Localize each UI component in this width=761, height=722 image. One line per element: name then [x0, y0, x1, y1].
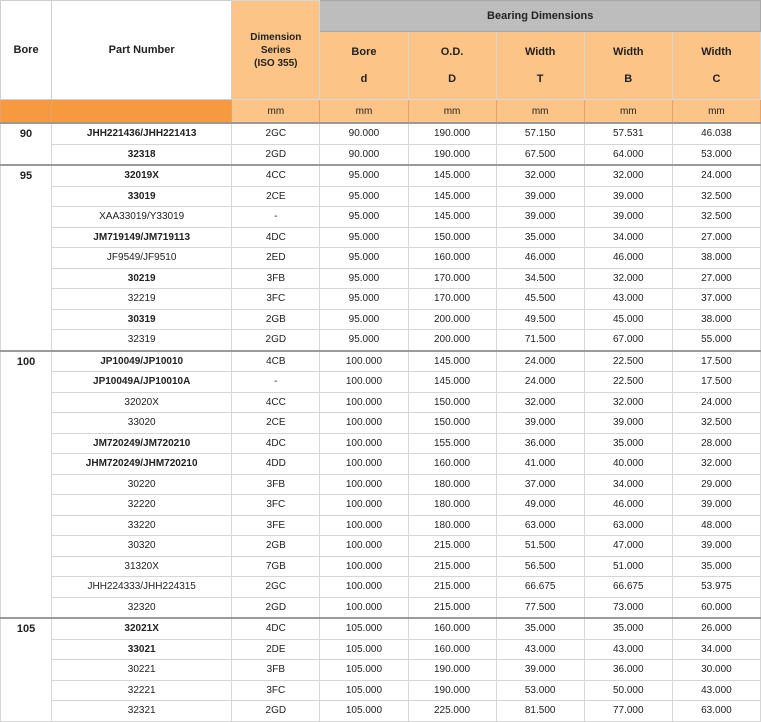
- dimension-cell-B: 46.000: [584, 495, 672, 516]
- dimension-cell-T: 81.500: [496, 701, 584, 722]
- dimension-cell-T: 67.500: [496, 144, 584, 165]
- width-C-header: [672, 32, 760, 100]
- dimension-cell-T: 77.500: [496, 597, 584, 618]
- dimension-cell-B: 50.000: [584, 680, 672, 701]
- series-header-line2: Series: [260, 44, 291, 56]
- series-cell: 3FC: [232, 289, 320, 310]
- dimension-cell-D: 200.000: [408, 330, 496, 351]
- part-number-cell: 30219: [52, 268, 232, 289]
- dimension-cell-C: 27.000: [672, 227, 760, 248]
- series-cell: 4DC: [232, 618, 320, 639]
- dimension-cell-d: 100.000: [320, 536, 408, 557]
- bore-group-cell: 90: [1, 123, 52, 165]
- dim-symbol: d: [360, 73, 368, 85]
- series-cell: 2GD: [232, 701, 320, 722]
- dimension-cell-C: 43.000: [672, 680, 760, 701]
- table-row: [1, 144, 761, 165]
- dimension-cell-C: 38.000: [672, 248, 760, 269]
- dimension-cell-C: 38.000: [672, 309, 760, 330]
- dimension-cell-C: 27.000: [672, 268, 760, 289]
- dimension-cell-d: 95.000: [320, 309, 408, 330]
- dimension-cell-B: 32.000: [584, 268, 672, 289]
- dimension-cell-d: 95.000: [320, 330, 408, 351]
- part-number-cell: 32020X: [52, 392, 232, 413]
- dimension-cell-d: 105.000: [320, 618, 408, 639]
- dim-name: Width: [524, 46, 556, 58]
- dimension-cell-C: 32.500: [672, 207, 760, 228]
- series-cell: 3FE: [232, 515, 320, 536]
- dimension-cell-D: 160.000: [408, 618, 496, 639]
- dimension-cell-T: 36.000: [496, 433, 584, 454]
- dimension-cell-D: 215.000: [408, 536, 496, 557]
- dimension-cell-B: 39.000: [584, 207, 672, 228]
- dimension-cell-C: 35.000: [672, 556, 760, 577]
- series-cell: 3FB: [232, 660, 320, 681]
- unit-cell: mm: [584, 100, 672, 124]
- dimension-cell-T: 24.000: [496, 351, 584, 372]
- dimension-cell-B: 66.675: [584, 577, 672, 598]
- table-row: [1, 207, 761, 228]
- part-number-cell: 32320: [52, 597, 232, 618]
- series-cell: 4CB: [232, 351, 320, 372]
- dimension-cell-T: 37.000: [496, 474, 584, 495]
- dimension-cell-d: 100.000: [320, 556, 408, 577]
- unit-cell: mm: [320, 100, 408, 124]
- part-number-cell: 31320X: [52, 556, 232, 577]
- part-number-cell: 30220: [52, 474, 232, 495]
- dimension-cell-T: 71.500: [496, 330, 584, 351]
- dimension-cell-d: 95.000: [320, 248, 408, 269]
- dimension-cell-D: 180.000: [408, 495, 496, 516]
- dimension-cell-C: 39.000: [672, 495, 760, 516]
- dimension-cell-d: 100.000: [320, 392, 408, 413]
- part-number-cell: JP10049A/JP10010A: [52, 372, 232, 393]
- dimension-cell-B: 57.531: [584, 123, 672, 144]
- series-header-line1: Dimension: [250, 31, 302, 43]
- dimension-cell-D: 145.000: [408, 372, 496, 393]
- dimension-cell-d: 105.000: [320, 701, 408, 722]
- table-row: [1, 597, 761, 618]
- part-number-cell: JHH221436/JHH221413: [52, 123, 232, 144]
- series-cell: 3FB: [232, 474, 320, 495]
- series-cell: 3FB: [232, 268, 320, 289]
- dimension-cell-D: 190.000: [408, 680, 496, 701]
- part-number-cell: JF9549/JF9510: [52, 248, 232, 269]
- table-row: [1, 330, 761, 351]
- dim-symbol: C: [712, 73, 721, 85]
- dimension-cell-T: 45.500: [496, 289, 584, 310]
- dimension-cell-T: 39.000: [496, 413, 584, 434]
- part-number-cell: JHH224333/JHH224315: [52, 577, 232, 598]
- table-row: [1, 289, 761, 310]
- table-row: [1, 680, 761, 701]
- dimension-cell-D: 150.000: [408, 413, 496, 434]
- unit-cell-empty: [1, 100, 52, 124]
- dimension-cell-C: 29.000: [672, 474, 760, 495]
- dimension-cell-C: 26.000: [672, 618, 760, 639]
- table-row: [1, 701, 761, 722]
- dimension-cell-D: 155.000: [408, 433, 496, 454]
- dimension-cell-T: 39.000: [496, 660, 584, 681]
- dimension-cell-T: 35.000: [496, 618, 584, 639]
- dimension-cell-T: 56.500: [496, 556, 584, 577]
- series-cell: 3FC: [232, 680, 320, 701]
- series-cell: 4CC: [232, 165, 320, 186]
- dimension-cell-B: 39.000: [584, 413, 672, 434]
- dimension-cell-B: 46.000: [584, 248, 672, 269]
- dimension-cell-C: 32.000: [672, 454, 760, 475]
- dimension-cell-T: 51.500: [496, 536, 584, 557]
- table-row: [1, 413, 761, 434]
- part-number-cell: XAA33019/Y33019: [52, 207, 232, 228]
- dimension-cell-D: 180.000: [408, 515, 496, 536]
- dimension-cell-B: 22.500: [584, 351, 672, 372]
- dimension-cell-C: 37.000: [672, 289, 760, 310]
- dimension-cell-B: 39.000: [584, 186, 672, 207]
- table-row: [1, 639, 761, 660]
- dimension-cell-B: 35.000: [584, 618, 672, 639]
- dim-name: Width: [701, 46, 732, 58]
- dim-name: Width: [613, 46, 644, 58]
- dimension-cell-C: 32.500: [672, 186, 760, 207]
- width-B-header: [584, 32, 672, 100]
- dimension-cell-D: 160.000: [408, 454, 496, 475]
- dimension-cell-d: 100.000: [320, 351, 408, 372]
- dimension-cell-B: 47.000: [584, 536, 672, 557]
- table-row: [1, 351, 761, 372]
- dimension-cell-T: 49.000: [496, 495, 584, 516]
- bore-column-header: Bore: [1, 1, 52, 100]
- series-cell: 4DC: [232, 227, 320, 248]
- dimension-cell-B: 77.000: [584, 701, 672, 722]
- dimension-cell-D: 215.000: [408, 577, 496, 598]
- series-cell: 7GB: [232, 556, 320, 577]
- dimension-cell-C: 53.975: [672, 577, 760, 598]
- dimension-cell-B: 32.000: [584, 165, 672, 186]
- dimension-cell-d: 100.000: [320, 454, 408, 475]
- table-row: [1, 660, 761, 681]
- dimension-cell-D: 180.000: [408, 474, 496, 495]
- dimension-cell-d: 100.000: [320, 433, 408, 454]
- part-number-cell: 32319: [52, 330, 232, 351]
- dimension-cell-d: 90.000: [320, 123, 408, 144]
- series-header-line3: (ISO 355): [254, 57, 298, 69]
- dim-name: Bore: [351, 46, 377, 58]
- unit-cell: mm: [408, 100, 496, 124]
- dimension-cell-T: 41.000: [496, 454, 584, 475]
- dimension-cell-B: 34.000: [584, 227, 672, 248]
- dimension-cell-d: 100.000: [320, 413, 408, 434]
- bore-group-cell: 100: [1, 351, 52, 619]
- dimension-cell-C: 28.000: [672, 433, 760, 454]
- dimension-cell-B: 35.000: [584, 433, 672, 454]
- dimension-cell-d: 95.000: [320, 207, 408, 228]
- dimension-cell-C: 17.500: [672, 372, 760, 393]
- dimension-cell-T: 57.150: [496, 123, 584, 144]
- dimension-cell-B: 40.000: [584, 454, 672, 475]
- dimension-cell-D: 150.000: [408, 227, 496, 248]
- dimension-cell-C: 30.000: [672, 660, 760, 681]
- series-cell: -: [232, 207, 320, 228]
- dimension-cell-d: 95.000: [320, 227, 408, 248]
- dimension-cell-C: 63.000: [672, 701, 760, 722]
- dimension-cell-T: 53.000: [496, 680, 584, 701]
- dimension-cell-B: 45.000: [584, 309, 672, 330]
- table-row: [1, 454, 761, 475]
- series-cell: 4DC: [232, 433, 320, 454]
- table-row: [1, 577, 761, 598]
- table-row: [1, 556, 761, 577]
- dimension-cell-B: 43.000: [584, 289, 672, 310]
- part-number-cell: 30320: [52, 536, 232, 557]
- part-number-cell: 32318: [52, 144, 232, 165]
- od-D-header: [408, 32, 496, 100]
- dimension-cell-T: 66.675: [496, 577, 584, 598]
- series-cell: 2GC: [232, 577, 320, 598]
- dimension-cell-C: 24.000: [672, 165, 760, 186]
- dimension-cell-C: 24.000: [672, 392, 760, 413]
- dimension-cell-T: 24.000: [496, 372, 584, 393]
- part-number-cell: 33019: [52, 186, 232, 207]
- table-row: [1, 186, 761, 207]
- dimension-cell-C: 17.500: [672, 351, 760, 372]
- dimension-cell-T: 35.000: [496, 227, 584, 248]
- table-row: [1, 515, 761, 536]
- unit-cell-empty: [52, 100, 232, 124]
- series-cell: 2CE: [232, 186, 320, 207]
- dimension-cell-C: 39.000: [672, 536, 760, 557]
- dimension-cell-d: 95.000: [320, 165, 408, 186]
- table-row: [1, 618, 761, 639]
- series-cell: 2GD: [232, 330, 320, 351]
- part-number-cell: 32321: [52, 701, 232, 722]
- dimension-cell-B: 34.000: [584, 474, 672, 495]
- bearing-dimensions-header: Bearing Dimensions: [320, 1, 761, 32]
- dimension-cell-D: 145.000: [408, 351, 496, 372]
- table-row: [1, 536, 761, 557]
- dimension-cell-B: 32.000: [584, 392, 672, 413]
- part-number-cell: 33020: [52, 413, 232, 434]
- part-number-cell: 32019X: [52, 165, 232, 186]
- table-row: [1, 474, 761, 495]
- dim-symbol: D: [448, 73, 457, 85]
- dimension-cell-D: 190.000: [408, 144, 496, 165]
- table-row: [1, 392, 761, 413]
- series-cell: 3FC: [232, 495, 320, 516]
- dimension-cell-D: 160.000: [408, 639, 496, 660]
- dimension-cell-C: 53.000: [672, 144, 760, 165]
- dimension-cell-d: 105.000: [320, 680, 408, 701]
- dimension-cell-C: 48.000: [672, 515, 760, 536]
- dimension-cell-D: 145.000: [408, 186, 496, 207]
- dimension-cell-D: 145.000: [408, 165, 496, 186]
- unit-cell: mm: [232, 100, 320, 124]
- table-row: [1, 227, 761, 248]
- dimension-cell-C: 34.000: [672, 639, 760, 660]
- dimension-cell-d: 100.000: [320, 372, 408, 393]
- dimension-cell-D: 145.000: [408, 207, 496, 228]
- dimension-cell-B: 73.000: [584, 597, 672, 618]
- table-row: [1, 123, 761, 144]
- dimension-cell-T: 43.000: [496, 639, 584, 660]
- series-cell: 2GD: [232, 597, 320, 618]
- dimension-cell-d: 100.000: [320, 495, 408, 516]
- dimension-cell-T: 63.000: [496, 515, 584, 536]
- series-cell: 2ED: [232, 248, 320, 269]
- dimension-cell-D: 160.000: [408, 248, 496, 269]
- table-row: [1, 495, 761, 516]
- dimension-cell-D: 170.000: [408, 289, 496, 310]
- dim-symbol: B: [624, 73, 633, 85]
- dimension-cell-d: 105.000: [320, 660, 408, 681]
- dimension-cell-T: 39.000: [496, 207, 584, 228]
- dimension-cell-d: 100.000: [320, 474, 408, 495]
- table-row: [1, 309, 761, 330]
- dimension-cell-D: 150.000: [408, 392, 496, 413]
- width-T-header: [496, 32, 584, 100]
- dimension-cell-T: 39.000: [496, 186, 584, 207]
- table-row: [1, 268, 761, 289]
- unit-cell: mm: [672, 100, 760, 124]
- dimension-cell-d: 100.000: [320, 597, 408, 618]
- part-number-cell: JP10049/JP10010: [52, 351, 232, 372]
- dimension-cell-d: 95.000: [320, 268, 408, 289]
- dimension-cell-B: 36.000: [584, 660, 672, 681]
- dimension-cell-d: 100.000: [320, 577, 408, 598]
- dimension-cell-T: 46.000: [496, 248, 584, 269]
- dimension-cell-B: 64.000: [584, 144, 672, 165]
- dimension-cell-B: 67.000: [584, 330, 672, 351]
- part-number-column-header: Part Number: [52, 1, 232, 100]
- dimension-cell-D: 225.000: [408, 701, 496, 722]
- part-number-cell: 32220: [52, 495, 232, 516]
- part-number-cell: JM720249/JM720210: [52, 433, 232, 454]
- dimension-cell-B: 63.000: [584, 515, 672, 536]
- series-cell: 2GC: [232, 123, 320, 144]
- dimension-cell-T: 49.500: [496, 309, 584, 330]
- dimension-cell-d: 95.000: [320, 289, 408, 310]
- dimension-cell-C: 55.000: [672, 330, 760, 351]
- part-number-cell: 30221: [52, 660, 232, 681]
- part-number-cell: 32021X: [52, 618, 232, 639]
- bore-group-cell: 105: [1, 618, 52, 721]
- part-number-cell: 32221: [52, 680, 232, 701]
- dimension-cell-D: 200.000: [408, 309, 496, 330]
- part-number-cell: 30319: [52, 309, 232, 330]
- dimension-cell-C: 60.000: [672, 597, 760, 618]
- dimension-cell-d: 100.000: [320, 515, 408, 536]
- table-row: [1, 165, 761, 186]
- dimension-cell-T: 32.000: [496, 165, 584, 186]
- unit-cell: mm: [496, 100, 584, 124]
- series-cell: 4CC: [232, 392, 320, 413]
- dimension-cell-D: 215.000: [408, 597, 496, 618]
- dimension-cell-D: 190.000: [408, 660, 496, 681]
- dimension-cell-d: 105.000: [320, 639, 408, 660]
- dimension-cell-B: 22.500: [584, 372, 672, 393]
- dimension-cell-D: 170.000: [408, 268, 496, 289]
- dim-name: O.D.: [440, 46, 464, 58]
- part-number-cell: 33021: [52, 639, 232, 660]
- dimension-series-column-header: [232, 1, 320, 100]
- series-cell: 2GB: [232, 536, 320, 557]
- dimension-cell-D: 190.000: [408, 123, 496, 144]
- table-row: [1, 372, 761, 393]
- series-cell: 4DD: [232, 454, 320, 475]
- table-row: [1, 248, 761, 269]
- dimension-cell-C: 32.500: [672, 413, 760, 434]
- dimension-cell-C: 46.038: [672, 123, 760, 144]
- series-cell: 2GB: [232, 309, 320, 330]
- series-cell: 2CE: [232, 413, 320, 434]
- dim-symbol: T: [536, 73, 544, 85]
- part-number-cell: 33220: [52, 515, 232, 536]
- series-cell: -: [232, 372, 320, 393]
- bore-group-cell: 95: [1, 165, 52, 351]
- dimension-cell-T: 34.500: [496, 268, 584, 289]
- dimension-cell-B: 43.000: [584, 639, 672, 660]
- part-number-cell: 32219: [52, 289, 232, 310]
- dimension-cell-B: 51.000: [584, 556, 672, 577]
- dimension-cell-d: 90.000: [320, 144, 408, 165]
- dimension-cell-d: 95.000: [320, 186, 408, 207]
- table-body: [1, 123, 761, 721]
- units-row: [1, 100, 761, 124]
- dimension-cell-T: 32.000: [496, 392, 584, 413]
- bore-d-header: [320, 32, 408, 100]
- part-number-cell: JHM720249/JHM720210: [52, 454, 232, 475]
- series-cell: 2DE: [232, 639, 320, 660]
- series-cell: 2GD: [232, 144, 320, 165]
- table-row: [1, 433, 761, 454]
- dimension-cell-D: 215.000: [408, 556, 496, 577]
- part-number-cell: JM719149/JM719113: [52, 227, 232, 248]
